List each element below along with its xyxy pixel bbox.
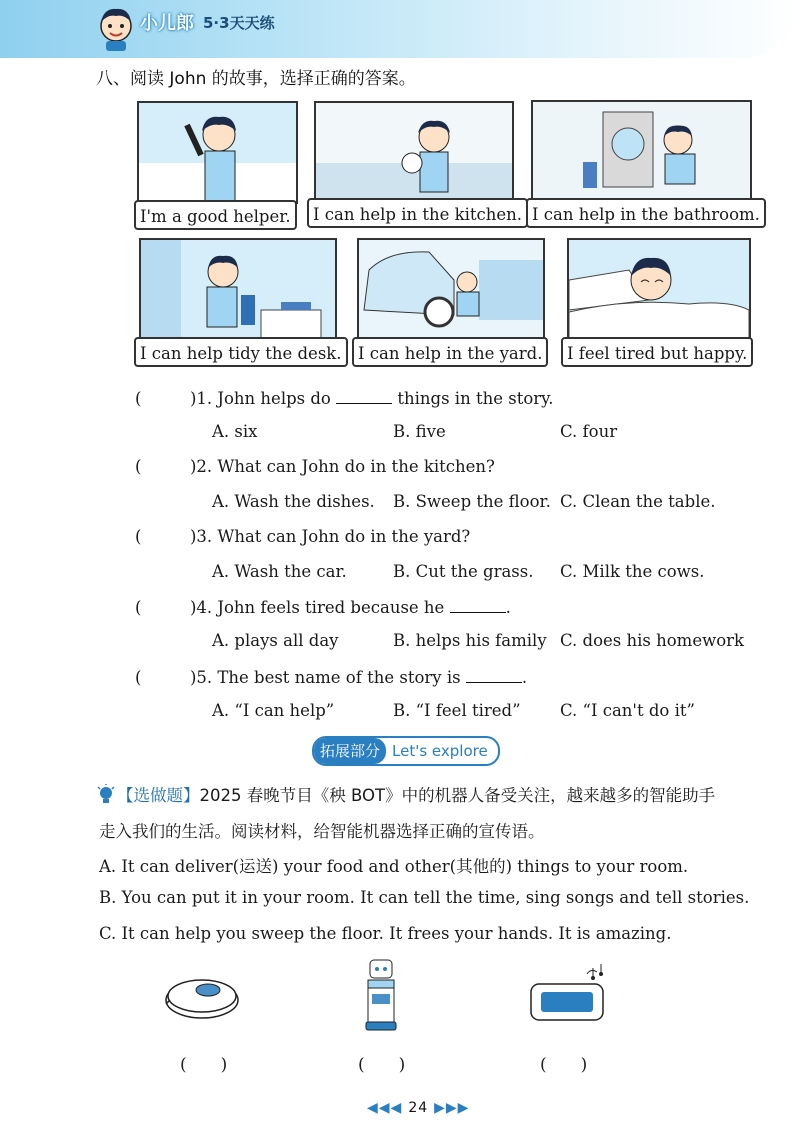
option-c: C. four <box>560 422 618 441</box>
answer-paren: ( <box>135 389 142 408</box>
picture-helper <box>137 101 298 204</box>
brand-title: 小儿郎 <box>140 13 194 34</box>
statement-a: A. It can deliver(运送) your food and other(其他的) things to your room. <box>99 857 689 876</box>
question-2 <box>135 457 495 476</box>
option-b: B. “I feel tired” <box>393 701 521 720</box>
question-text: What can John do in the kitchen? <box>217 457 495 476</box>
option-c: C. Milk the cows. <box>560 562 705 581</box>
page-number: 24 <box>408 1100 429 1116</box>
answer-box-1[interactable]: ( ) <box>180 1055 228 1075</box>
fill-blank[interactable] <box>450 596 506 613</box>
option-b: B. Sweep the floor. <box>393 492 551 511</box>
boy-laundry-icon <box>533 102 750 202</box>
page-footer <box>367 1100 469 1116</box>
boy-mascot-icon <box>96 4 136 52</box>
caption-6: I feel tired but happy. <box>561 337 753 367</box>
option-c: C. Clean the table. <box>560 492 716 511</box>
boy-waving-icon <box>139 103 296 202</box>
question-text: John feels tired because he <box>217 598 445 617</box>
prev-arrows-icon: ◀◀◀ <box>367 1100 403 1116</box>
caption-1: I'm a good helper. <box>134 200 297 230</box>
option-c: C. does his homework <box>560 631 745 650</box>
question-text: What can John do in the yard? <box>217 527 471 546</box>
question-text: The best name of the story is <box>217 668 461 687</box>
caption-2: I can help in the kitchen. <box>307 198 528 228</box>
option-a: A. six <box>212 422 258 441</box>
picture-desk <box>139 238 337 341</box>
option-a: A. Wash the dishes. <box>212 492 375 511</box>
answer-paren: ( <box>135 457 142 476</box>
delivery-robot-icon <box>360 958 400 1034</box>
option-a: A. “I can help” <box>212 701 335 720</box>
boy-washing-dishes-icon <box>316 103 512 202</box>
question-text-end: . <box>521 668 528 687</box>
fill-blank[interactable] <box>466 666 522 683</box>
option-a: A. plays all day <box>212 631 339 650</box>
question-4 <box>135 596 511 617</box>
option-b: B. helps his family <box>393 631 547 650</box>
option-b: B. Cut the grass. <box>393 562 534 581</box>
question-text-end: . <box>505 598 511 617</box>
robot-vacuum-icon <box>162 970 242 1022</box>
optional-intro-line1 <box>117 782 715 806</box>
explore-en: Let's explore <box>392 742 488 760</box>
answer-box-3[interactable]: ( ) <box>540 1055 588 1075</box>
picture-kitchen <box>314 101 514 204</box>
statement-c: C. It can help you sweep the floor. It frees your hands. It is amazing. <box>99 924 672 943</box>
picture-tired <box>567 238 751 341</box>
question-5 <box>135 666 527 687</box>
fill-blank[interactable] <box>336 387 392 404</box>
optional-tag: 【选做题】 <box>117 786 200 805</box>
answer-paren: ( <box>135 668 142 687</box>
statement-b: B. You can put it in your room. It can tell the time, sing songs and tell stories. <box>99 888 750 907</box>
option-a: A. Wash the car. <box>212 562 347 581</box>
option-b: B. five <box>393 422 446 441</box>
boy-tidying-desk-icon <box>141 240 335 339</box>
section-title: 八、阅读 John 的故事，选择正确的答案。 <box>96 69 416 89</box>
question-1 <box>135 387 554 408</box>
next-arrows-icon: ▶▶▶ <box>434 1100 470 1116</box>
question-text: John helps do <box>217 389 331 408</box>
question-number: )2. <box>189 457 213 476</box>
answer-box-2[interactable]: ( ) <box>358 1055 406 1075</box>
boy-in-bed-icon <box>569 240 749 339</box>
series-name: 5·3天天练 <box>203 14 275 32</box>
caption-3: I can help in the bathroom. <box>526 198 766 228</box>
caption-4: I can help tidy the desk. <box>134 337 348 367</box>
smart-speaker-clock-icon <box>527 962 613 1024</box>
question-3 <box>135 527 470 546</box>
explore-badge <box>312 736 500 766</box>
question-text-end: things in the story. <box>397 389 554 408</box>
caption-5: I can help in the yard. <box>352 337 548 367</box>
intro-text: 2025 春晚节目《秧 BOT》中的机器人备受关注，越来越多的智能助手 <box>199 786 716 805</box>
lightbulb-icon <box>97 784 115 806</box>
option-c: C. “I can't do it” <box>560 701 695 720</box>
picture-bathroom <box>531 100 752 204</box>
optional-intro-line2: 走入我们的生活。阅读材料，给智能机器选择正确的宣传语。 <box>99 822 545 841</box>
question-number: )5. <box>189 668 213 687</box>
question-number: )1. <box>189 389 213 408</box>
boy-washing-car-icon <box>359 240 543 339</box>
question-number: )3. <box>189 527 213 546</box>
explore-cn: 拓展部分 <box>314 738 386 764</box>
picture-yard <box>357 238 545 341</box>
question-number: )4. <box>189 598 213 617</box>
answer-paren: ( <box>135 598 142 617</box>
answer-paren: ( <box>135 527 142 546</box>
